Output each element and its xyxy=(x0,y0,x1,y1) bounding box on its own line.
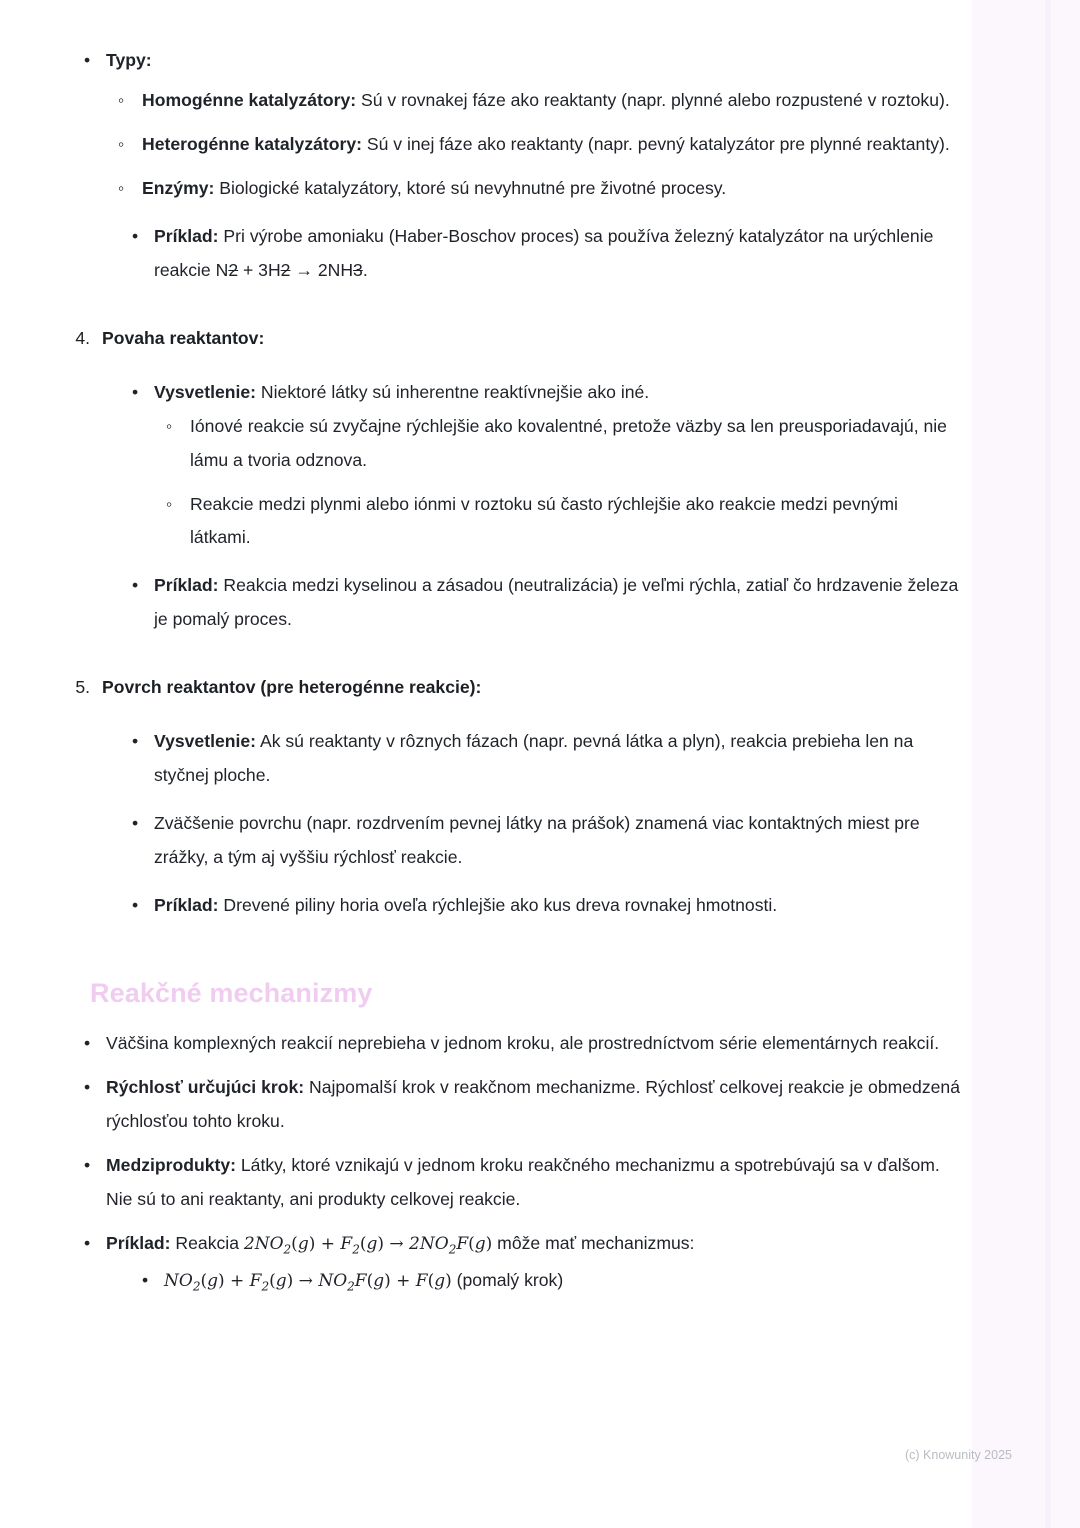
equation-step1: $NO_2(g) + F_2(g) \to NO_2F(g) + F(g)$ xyxy=(164,1270,452,1294)
term-label: Vysvetlenie: xyxy=(154,381,257,402)
formula-mid: → 2NH xyxy=(290,259,354,280)
list-item xyxy=(70,44,960,206)
types-heading: Typy: xyxy=(106,50,152,70)
item-number: 5. xyxy=(75,677,90,698)
list-item xyxy=(118,220,960,288)
equation-overall: $2NO_2(g) + F_2(g) \to 2NO_2F(g)$ xyxy=(243,1234,493,1257)
term-label: Vysvetlenie: xyxy=(154,731,257,752)
list-item xyxy=(118,569,960,637)
surface-text: Zväčšenie povrchu (napr. rozdrvením pevnej látky na prášok) znamená viac kontaktných miest pre zrážky, a tým aj vyššiu rýchlosť reakcie. xyxy=(154,813,920,868)
step1-note: (pomalý krok) xyxy=(451,1269,564,1290)
term-label: Príklad: xyxy=(154,575,219,596)
numbered-section-5 xyxy=(60,671,960,705)
catalyst-example-group xyxy=(118,220,960,288)
example-text: Drevené piliny horia oveľa rýchlejšie ako kus dreva rovnakej hmotnosti. xyxy=(218,895,778,916)
list-item xyxy=(70,1149,960,1217)
list-item xyxy=(106,172,960,206)
section4-example xyxy=(118,569,960,637)
term-text: Niektoré látky sú inherentne reaktívnejšie ako iné. xyxy=(256,381,650,402)
list-item xyxy=(118,376,960,556)
term-label: Príklad: xyxy=(154,225,219,246)
term-label: Príklad: xyxy=(106,1233,171,1254)
term-label: Homogénne katalyzátory: xyxy=(142,89,357,110)
section4-subpoints xyxy=(154,410,960,556)
formula-mid: + 3H xyxy=(238,259,281,280)
list-item xyxy=(70,1227,960,1298)
formula-sub: 2 xyxy=(280,259,291,280)
term-text: Ak sú reaktanty v rôznych fázach (napr. pevná látka a plyn), reakcia prebieha len na styčnej ploche. xyxy=(154,731,914,786)
catalyst-types-group xyxy=(70,44,960,206)
mechanism-steps xyxy=(128,1264,960,1299)
example-text: Pri výrobe amoniaku (Haber-Boschov proces) sa používa železný katalyzátor na urýchlenie reakcie N xyxy=(154,225,934,280)
list-item xyxy=(60,322,960,356)
term-label: Enzýmy: xyxy=(142,177,215,198)
subpoint-text: Iónové reakcie sú zvyčajne rýchlejšie ako kovalentné, pretože väzby sa len preusporiadavajú, nie lámu a tvoria odznova. xyxy=(190,415,947,470)
list-item xyxy=(106,128,960,162)
example-text: Reakcia medzi kyselinou a zásadou (neutralizácia) je veľmi rýchla, zatiaľ čo hrdzavenie železa je pomalý proces. xyxy=(154,575,959,630)
list-item xyxy=(128,1264,960,1299)
example-lead: Reakcia xyxy=(170,1233,244,1254)
page-side-band xyxy=(972,0,1080,1528)
list-item xyxy=(70,1027,960,1061)
section4-body xyxy=(118,376,960,556)
list-item xyxy=(154,488,960,556)
item-title: Povaha reaktantov: xyxy=(102,327,265,348)
term-label: Príklad: xyxy=(154,895,219,916)
formula-sub: 2 xyxy=(228,259,239,280)
mechanisms-list xyxy=(70,1027,960,1298)
item-number: 4. xyxy=(75,327,90,348)
term-text: Biologické katalyzátory, ktoré sú nevyhnutné pre životné procesy. xyxy=(214,177,727,198)
catalyst-types-list xyxy=(106,84,960,206)
list-item xyxy=(118,807,960,875)
example-tail: môže mať mechanizmus: xyxy=(492,1233,695,1254)
list-item xyxy=(118,889,960,923)
formula-sub: 3 xyxy=(353,259,363,280)
watermark: (c) Knowunity 2025 xyxy=(904,1448,1012,1462)
list-item xyxy=(154,410,960,478)
numbered-section-4 xyxy=(60,322,960,356)
term-text: Sú v inej fáze ako reaktanty (napr. pevný katalyzátor pre plynné reaktanty). xyxy=(362,133,950,154)
term-text: Najpomalší krok v reakčnom mechanizme. Rýchlosť celkovej reakcie je obmedzená rýchlosťou tohto kroku. xyxy=(106,1077,960,1132)
subpoint-text: Reakcie medzi plynmi alebo iónmi v roztoku sú často rýchlejšie ako reakcie medzi pevnými látkami. xyxy=(190,493,898,548)
list-item xyxy=(106,84,960,118)
term-text: Látky, ktoré vznikajú v jednom kroku reakčného mechanizmu a spotrebúvajú sa v ďalšom. Nie sú to ani reaktanty, ani produkty celkovej reakcie. xyxy=(106,1155,940,1210)
term-text: Sú v rovnakej fáze ako reaktanty (napr. plynné alebo rozpustené v roztoku). xyxy=(356,89,950,110)
formula-end: . xyxy=(362,259,368,280)
list-item xyxy=(60,671,960,705)
list-item xyxy=(70,1071,960,1139)
section5-body xyxy=(118,725,960,923)
term-label: Heterogénne katalyzátory: xyxy=(142,133,362,154)
list-item xyxy=(118,725,960,793)
intro-text: Väčšina komplexných reakcií neprebieha v jednom kroku, ale prostredníctvom série elementárnych reakcií. xyxy=(106,1033,940,1054)
term-label: Medziprodukty: xyxy=(106,1155,236,1176)
page-side-band-accent xyxy=(1045,0,1051,1528)
term-label: Rýchlosť určujúci krok: xyxy=(106,1077,305,1098)
item-title: Povrch reaktantov (pre heterogénne reakcie): xyxy=(102,677,482,698)
page-title: Reakčné mechanizmy xyxy=(90,978,373,1009)
